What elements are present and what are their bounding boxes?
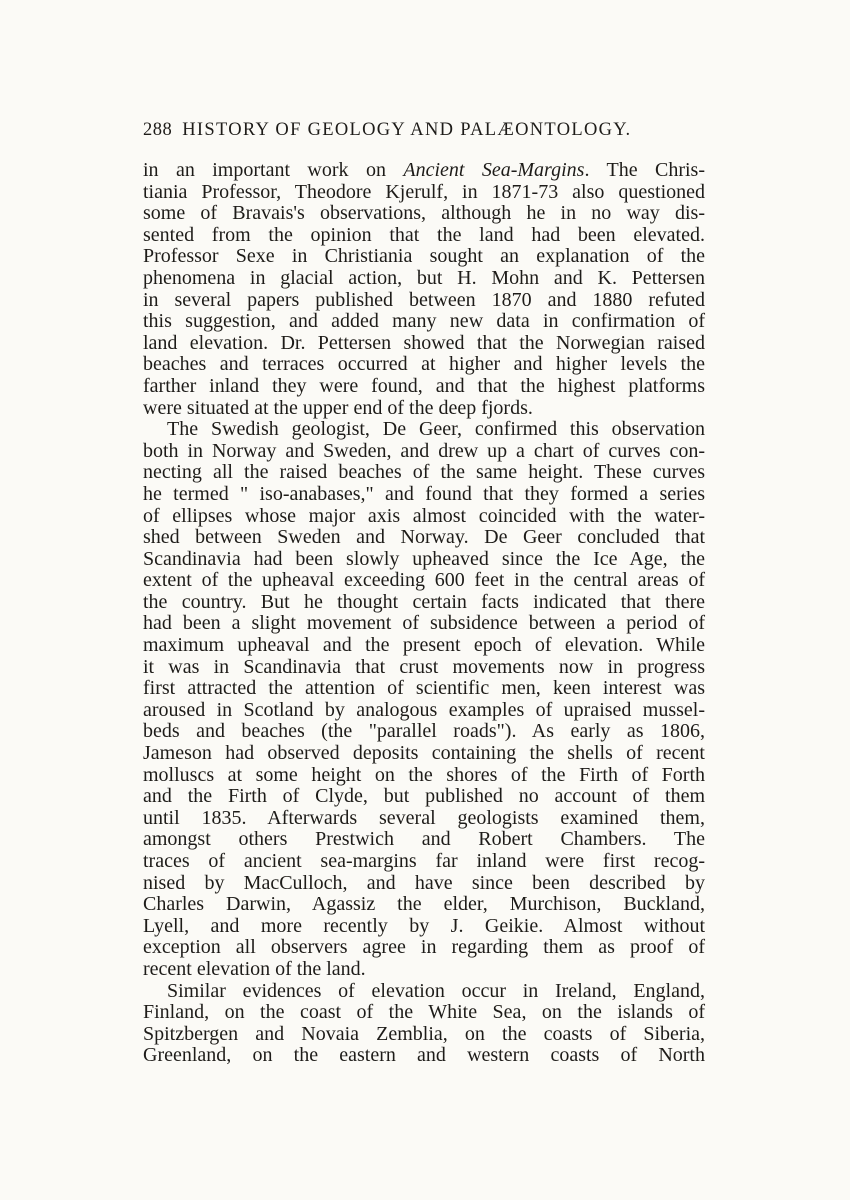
- text-line: exception all observers agree in regarding them as proof of: [143, 936, 705, 959]
- text-line: maximum upheaval and the present epoch of elevation. While: [143, 634, 705, 657]
- page-number: 288: [143, 120, 173, 140]
- text-line: in an important work on Ancient Sea-Margins. The Chris-: [143, 159, 705, 181]
- text-line: the country. But he thought certain facts indicated that there: [143, 590, 705, 613]
- running-head: [143, 119, 709, 141]
- text-line: Professor Sexe in Christiania sought an explanation of the: [143, 245, 705, 268]
- text-line: recent elevation of the land.: [143, 957, 366, 980]
- text-line: tiania Professor, Theodore Kjerulf, in 1871-73 also questioned: [143, 180, 705, 203]
- text-line: shed between Sweden and Norway. De Geer concluded that: [143, 526, 705, 549]
- book-title-italic: Ancient Sea-Margins: [403, 159, 585, 181]
- text-line: Charles Darwin, Agassiz the elder, Murchison, Buckland,: [143, 893, 705, 916]
- text-line: farther inland they were found, and that the highest platforms: [143, 374, 705, 397]
- text-line: extent of the upheaval exceeding 600 feet in the central areas of: [143, 569, 705, 592]
- paragraph: [143, 160, 705, 419]
- text-line: sented from the opinion that the land had been elevated.: [143, 223, 705, 246]
- text-line: The Swedish geologist, De Geer, confirmed this observation: [167, 418, 705, 441]
- text-line: until 1835. Afterwards several geologists examined them,: [143, 806, 705, 829]
- paragraph: [143, 419, 705, 980]
- text-line: Scandinavia had been slowly upheaved since the Ice Age, the: [143, 547, 705, 570]
- text-line: he termed " iso-anabases," and found that they formed a series: [143, 482, 705, 505]
- running-title: HISTORY OF GEOLOGY AND PALÆONTOLOGY.: [182, 120, 632, 140]
- text-line: Finland, on the coast of the White Sea, on the islands of: [143, 1001, 705, 1024]
- paragraph: [143, 981, 705, 1067]
- text-line: Jameson had observed deposits containing the shells of recent: [143, 742, 705, 765]
- text-line: necting all the raised beaches of the same height. These curves: [143, 461, 705, 484]
- text-line: first attracted the attention of scientific men, keen interest was: [143, 677, 705, 700]
- text-line: nised by MacCulloch, and have since been described by: [143, 871, 705, 894]
- text-line: Lyell, and more recently by J. Geikie. Almost without: [143, 914, 705, 937]
- text-line: were situated at the upper end of the deep fjords.: [143, 396, 533, 419]
- text-line: Greenland, on the eastern and western coasts of North: [143, 1044, 705, 1067]
- text-line: it was in Scandinavia that crust movements now in progress: [143, 655, 705, 678]
- text-line: traces of ancient sea-margins far inland were first recog-: [143, 850, 705, 872]
- text-line: and the Firth of Clyde, but published no account of them: [143, 785, 705, 808]
- text-line: of ellipses whose major axis almost coincided with the water-: [143, 504, 705, 527]
- body-text: [143, 160, 705, 1067]
- text-line: land elevation. Dr. Pettersen showed that the Norwegian raised: [143, 331, 705, 354]
- text-line: both in Norway and Sweden, and drew up a chart of curves con-: [143, 439, 705, 462]
- text-line: this suggestion, and added many new data in confirmation of: [143, 310, 705, 333]
- text-line: had been a slight movement of subsidence between a period of: [143, 612, 705, 635]
- text-line: amongst others Prestwich and Robert Chambers. The: [143, 828, 705, 851]
- text-line: Similar evidences of elevation occur in Ireland, England,: [167, 979, 705, 1002]
- text-line: beds and beaches (the "parallel roads"). As early as 1806,: [143, 720, 705, 743]
- text-line: beaches and terraces occurred at higher and higher levels the: [143, 353, 705, 376]
- text-line: molluscs at some height on the shores of the Firth of Forth: [143, 763, 705, 786]
- text-line: aroused in Scotland by analogous examples of upraised mussel-: [143, 698, 705, 721]
- text-line: some of Bravais's observations, although he in no way dis-: [143, 202, 705, 225]
- text-line: Spitzbergen and Novaia Zemblia, on the coasts of Siberia,: [143, 1022, 705, 1045]
- text-line: phenomena in glacial action, but H. Mohn and K. Pettersen: [143, 266, 705, 289]
- text-line: in several papers published between 1870 and 1880 refuted: [143, 288, 705, 311]
